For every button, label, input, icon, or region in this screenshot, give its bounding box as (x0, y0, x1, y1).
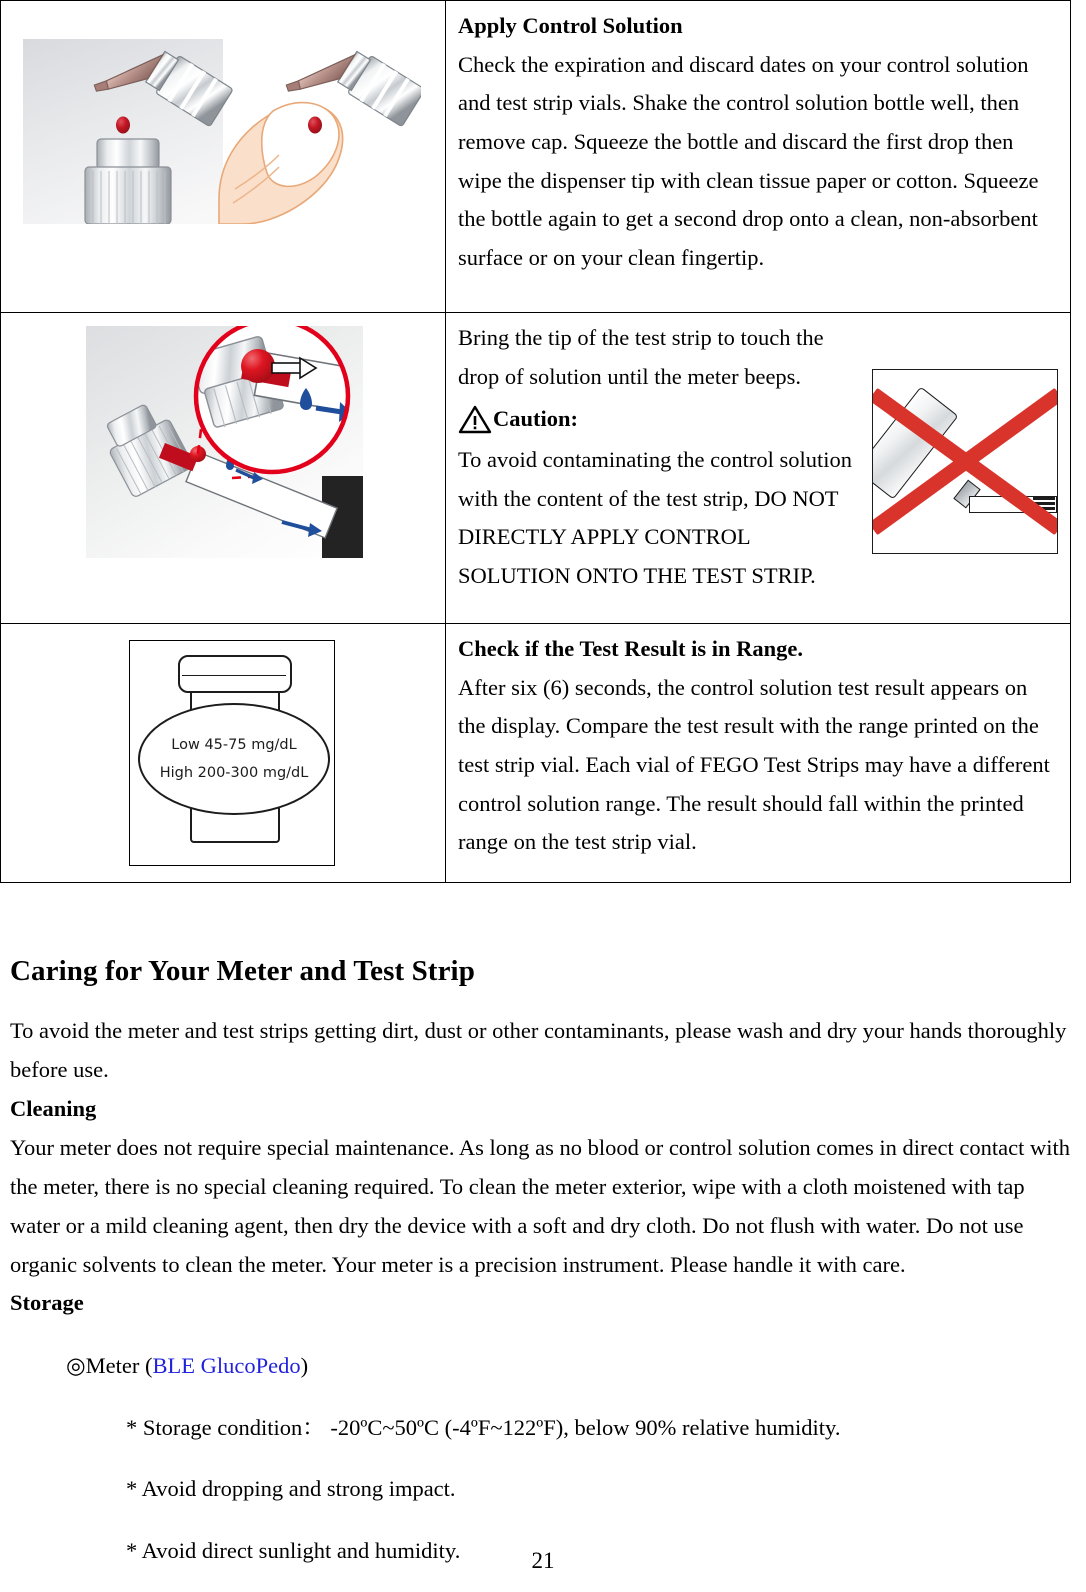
cleaning-heading: Cleaning (10, 1095, 97, 1121)
step1-heading: Apply Control Solution (458, 13, 683, 38)
do-not-apply-directly-crossed-out (872, 369, 1058, 554)
storage-device-link[interactable]: BLE GlucoPedo (152, 1352, 301, 1378)
vial-cap (178, 655, 292, 693)
step2-intro: Bring the tip of the test strip to touch the drop of solution until the meter beeps. (458, 325, 824, 389)
vial-range-label (138, 703, 330, 815)
storage-bullet: * Storage condition： -20ºC~50ºC (-4ºF~122ºF), below 90% relative humidity. (126, 1414, 841, 1440)
illustration-canvas (86, 326, 363, 558)
step1-text (446, 1, 1070, 286)
step2-text (446, 313, 1070, 604)
caring-section (10, 955, 1070, 1592)
step1-body: Check the expiration and discard dates on your control solution and test strip vials. Shake the control solution bottle well, then remove cap. Squeeze the bottle and discard the first drop then wipe the dispenser tip with clean tissue paper or cotton. Squeeze the bottle again to get a second drop onto a clean, non-absorbent surface or on your clean fingertip. (458, 51, 1039, 271)
illustration-canvas (23, 39, 421, 224)
warning-triangle-icon (458, 405, 492, 434)
table-row (1, 1, 1071, 313)
step1-text-cell (446, 1, 1071, 313)
test-strip-touch-drop-illustration (1, 313, 445, 623)
control-solution-drop-illustration (1, 1, 445, 312)
step3-text-cell (446, 624, 1071, 883)
caution-header (458, 400, 862, 439)
page-title: Caring for Your Meter and Test Strip (10, 955, 475, 987)
bottle-and-cap-vector (23, 39, 421, 224)
table-row (1, 624, 1071, 883)
page-number: 21 (531, 1548, 555, 1573)
vial-low-range: Low 45-75 mg/dL (171, 737, 297, 753)
table-row (1, 313, 1071, 624)
test-strip-vial-range-label (1, 624, 445, 882)
storage-bullet: * Avoid direct sunlight and humidity. (126, 1537, 461, 1563)
step3-body: After six (6) seconds, the control solution test result appears on the display. Compare the test result with the range printed on the test strip vial. Each vial of FEGO Test Strips may have a different control solution range. The result should fall within the printed range on the test strip vial. (458, 674, 1050, 855)
vial-drawing-frame (129, 640, 335, 866)
step3-illustration-cell (1, 624, 446, 883)
step2-text-cell (446, 313, 1071, 624)
caring-intro: To avoid the meter and test strips getting dirt, dust or other contaminants, please wash and dry your hands thoroughly before use. (10, 1018, 1067, 1082)
cleaning-body: Your meter does not require special maintenance. As long as no blood or control solution comes in direct contact with the meter, there is no special cleaning required. To clean the meter exterior, wipe with a cloth moistened with tap water or a mild cleaning agent, then dry the device with a soft and dry cloth. Do not flush with water. Do not use organic solvents to clean the meter. Your meter is a precision instrument. Please handle it with care. (10, 1134, 1070, 1277)
vial-cap-line (182, 675, 286, 676)
step1-illustration-cell (1, 1, 446, 313)
strip-touch-vector (86, 326, 363, 558)
storage-device-line (66, 1346, 1070, 1385)
step2-caution-body: To avoid contaminating the control solution with the content of the test strip, DO NOT DIRECTLY APPLY CONTROL SOLUTION ONTO THE TEST STRIP. (458, 447, 852, 589)
storage-device-prefix: ◎Meter ( (66, 1352, 153, 1378)
vial-high-range: High 200-300 mg/dL (159, 765, 309, 781)
storage-device-suffix: ) (300, 1352, 309, 1378)
step3-text (446, 624, 1070, 870)
storage-bullet: * Avoid dropping and strong impact. (126, 1476, 456, 1502)
step3-heading: Check if the Test Result is in Range. (458, 636, 804, 661)
caution-label: Caution: (493, 406, 579, 432)
storage-heading: Storage (10, 1290, 84, 1316)
step2-illustration-cell (1, 313, 446, 624)
